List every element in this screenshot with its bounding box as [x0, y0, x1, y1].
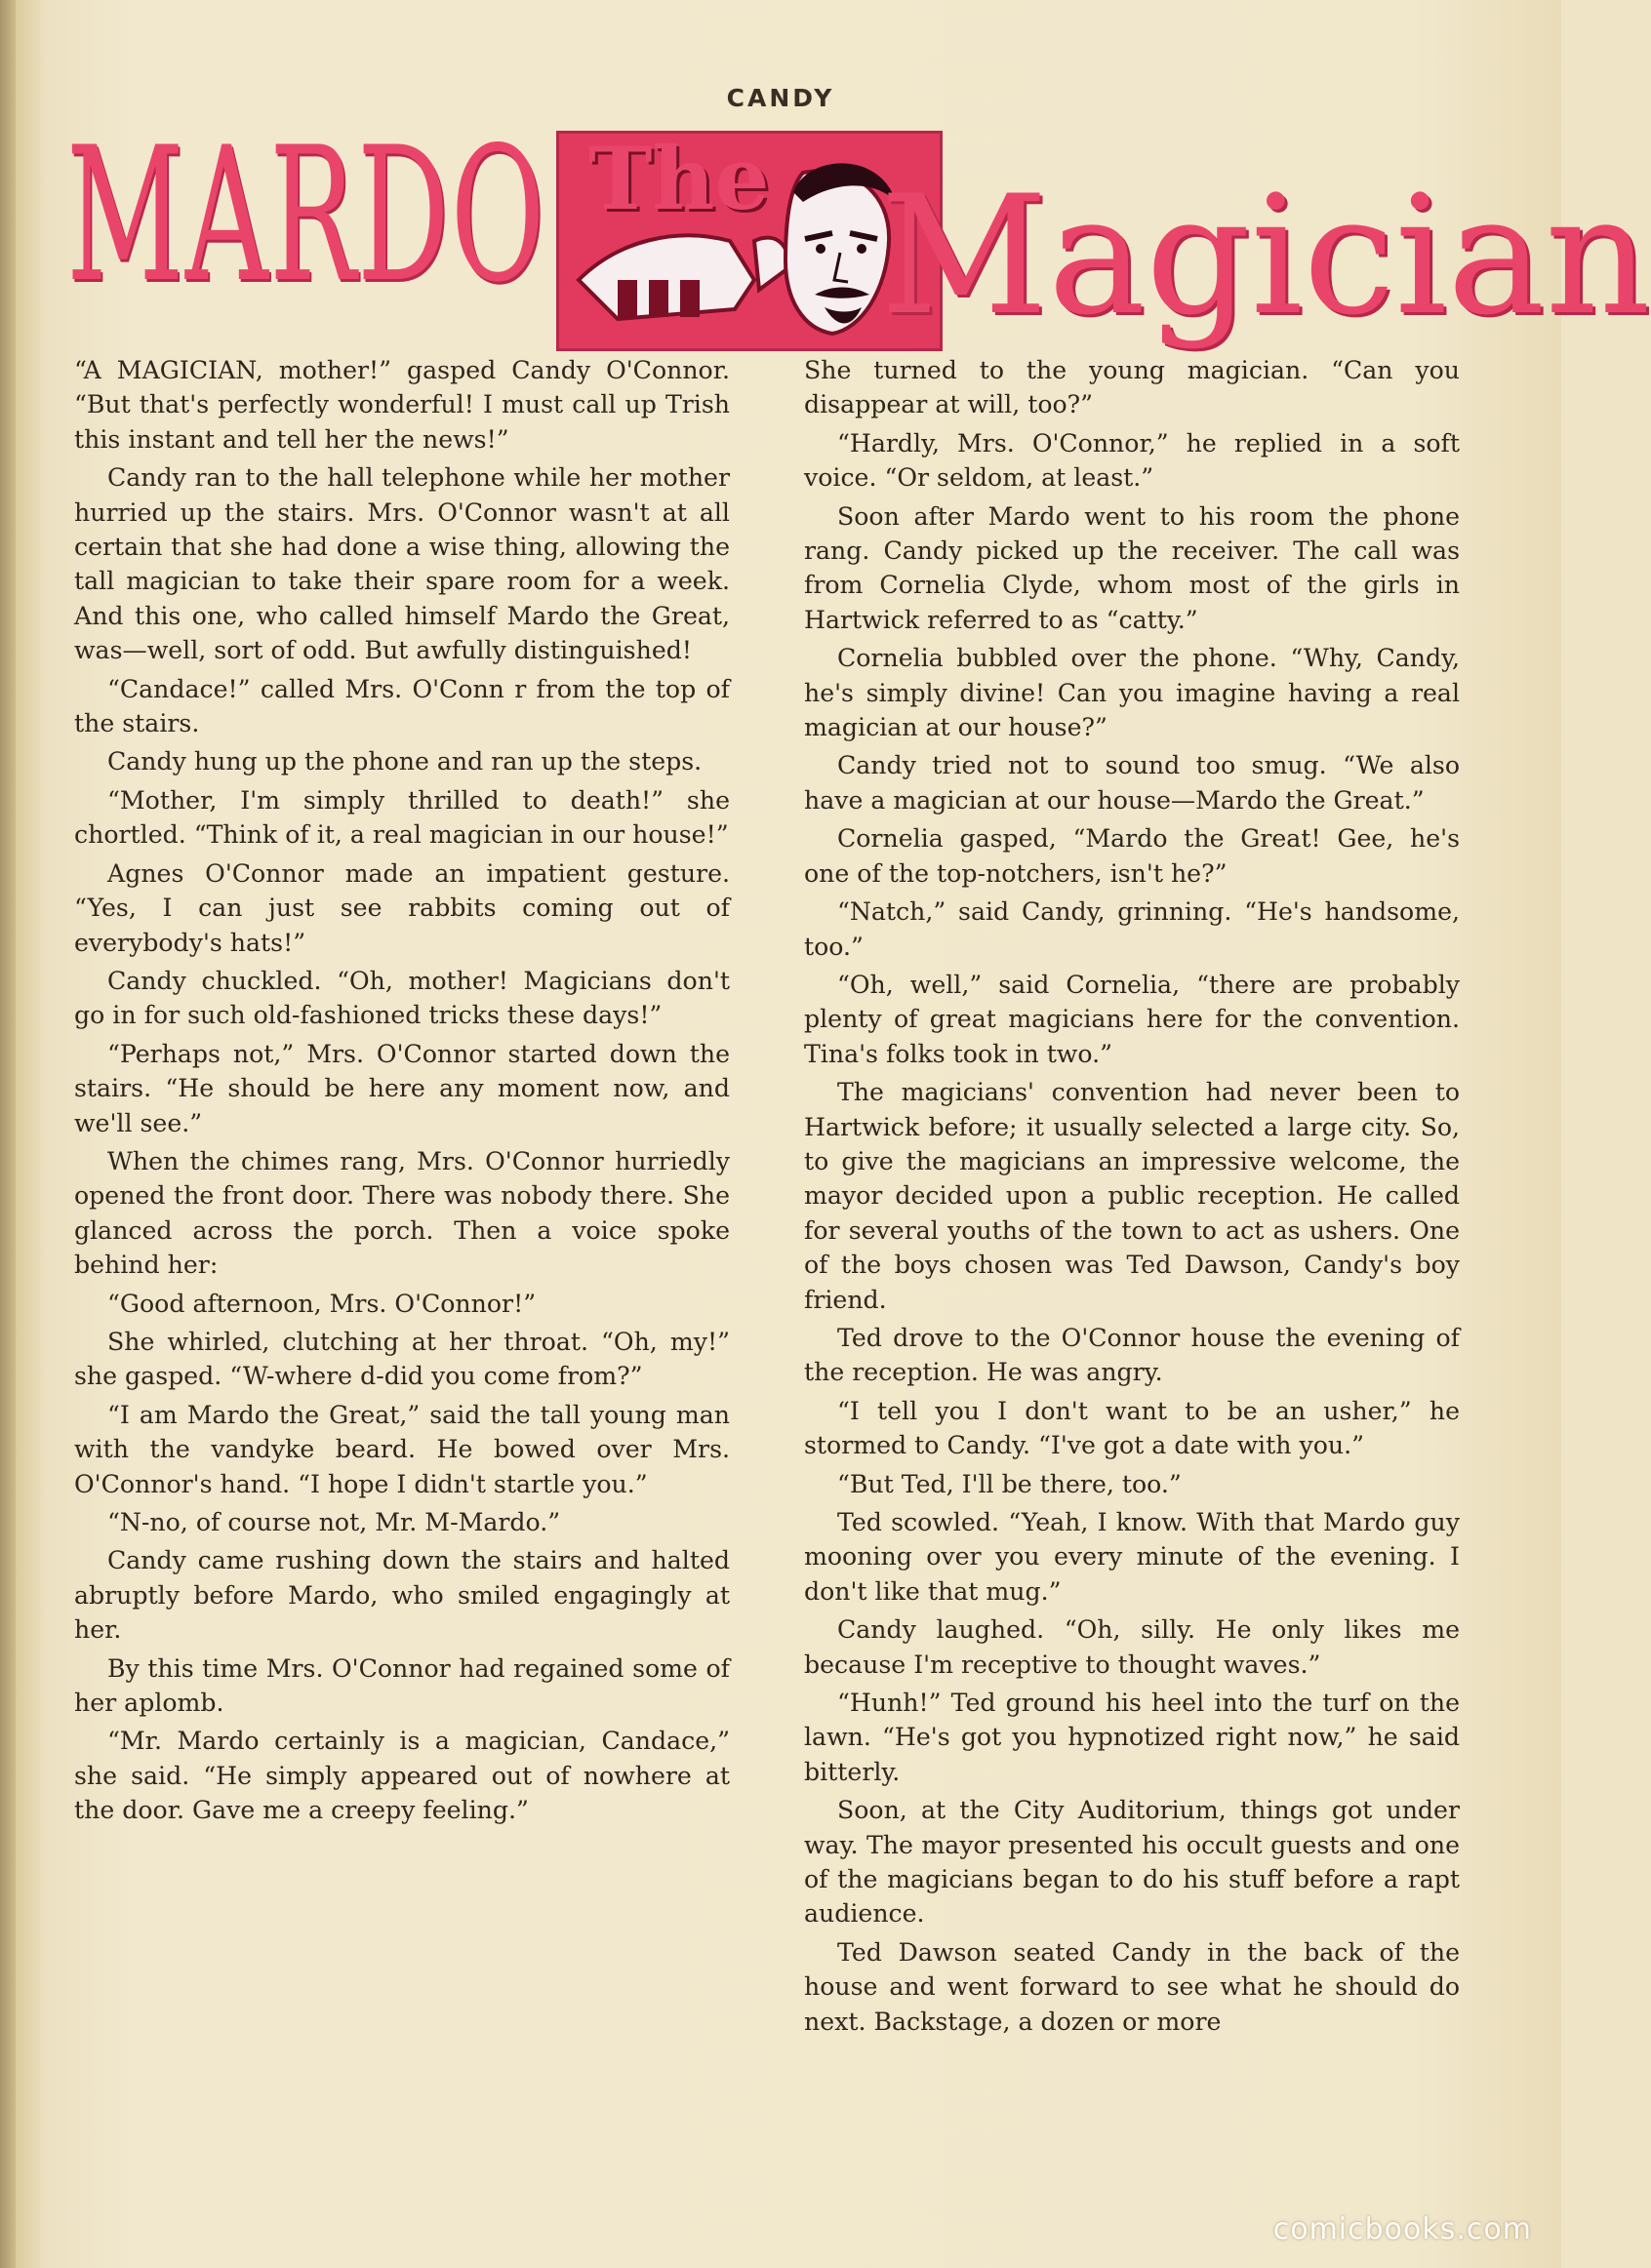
paragraph: Candy came rushing down the stairs and halted abruptly before Mardo, who smiled engagingly at her.	[74, 1546, 730, 1645]
paragraph: Candy laughed. “Oh, silly. He only likes me because I'm receptive to thought waves.”	[804, 1615, 1460, 1679]
paragraph: Soon, at the City Auditorium, things got under way. The mayor presented his occult guests and one of the magicians began to do his stuff before a rapt audience.	[804, 1796, 1460, 1929]
paragraph: “Mr. Mardo certainly is a magician, Candace,” she said. “He simply appeared out of nowhere at the door. Gave me a creepy feeling.”	[74, 1727, 730, 1825]
paragraph: “I am Mardo the Great,” said the tall young man with the vandyke beard. He bowed over Mrs. O'Connor's hand. “I hope I didn't startle you.”	[74, 1400, 730, 1498]
text-column-right	[804, 353, 1460, 2043]
paragraph: “Mother, I'm simply thrilled to death!” she chortled. “Think of it, a real magician in our house!”	[74, 785, 730, 850]
paragraph: Ted drove to the O'Connor house the evening of the reception. He was angry.	[804, 1323, 1460, 1387]
paragraph: Candy chuckled. “Oh, mother! Magicians don't go in for such old-fashioned tricks these days!”	[74, 966, 730, 1030]
paragraph: “N-no, of course not, Mr. M-Mardo.”	[107, 1508, 561, 1536]
paragraph: Ted scowled. “Yeah, I know. With that Mardo guy mooning over you every minute of the evening. I don't like that mug.”	[804, 1508, 1460, 1606]
paragraph: Candy tried not to sound too smug. “We also have a magician at our house—Mardo the Great.”	[804, 751, 1460, 815]
story-title	[59, 107, 1651, 353]
paragraph: “A MAGICIAN, mother!” gasped Candy O'Connor. “But that's perfectly wonderful! I must call up Trish this instant and tell her the news!”	[74, 356, 730, 454]
site-watermark: comicbooks.com	[1272, 2212, 1532, 2247]
paragraph: Candy hung up the phone and ran up the steps.	[107, 747, 703, 776]
paragraph: Cornelia gasped, “Mardo the Great! Gee, he's one of the top-notchers, isn't he?”	[804, 824, 1460, 888]
paragraph: “Oh, well,” said Cornelia, “there are probably plenty of great magicians here for the convention. Tina's folks took in two.”	[804, 970, 1460, 1068]
paragraph: “Hunh!” Ted ground his heel into the turf on the lawn. “He's got you hypnotized right now,” he said bitterly.	[804, 1689, 1460, 1786]
title-word-the: The	[588, 128, 770, 229]
paragraph: Ted Dawson seated Candy in the back of the house and went forward to see what he should do next. Backstage, a dozen or more	[804, 1937, 1460, 2036]
running-header: CANDY	[726, 84, 835, 112]
paragraph: When the chimes rang, Mrs. O'Connor hurriedly opened the front door. There was nobody there. She glanced across the porch. Then a voice spoke behind her:	[74, 1146, 730, 1280]
paragraph: Soon after Mardo went to his room the phone rang. Candy picked up the receiver. The call was from Cornelia Clyde, whom most of the girls in Hartwick referred to as “catty.”	[804, 501, 1460, 634]
paragraph: Candy ran to the hall telephone while her mother hurried up the stairs. Mrs. O'Connor wasn't at all certain that she had done a wise thing, allowing the tall magician to take their spare room for a week. And this one, who called himself Mardo the Great, was—well, sort of odd. But awfully distinguished!	[74, 463, 730, 665]
paragraph: “I tell you I don't want to be an usher,” he stormed to Candy. “I've got a date with you.”	[804, 1396, 1460, 1460]
paragraph: By this time Mrs. O'Connor had regained some of her aplomb.	[74, 1653, 730, 1718]
paragraph: She whirled, clutching at her throat. “Oh, my!” she gasped. “W-where d-did you come from?”	[74, 1327, 730, 1391]
paragraph: “But Ted, I'll be there, too.”	[837, 1469, 1182, 1498]
paragraph: “Perhaps not,” Mrs. O'Connor started down the stairs. “He should be here any moment now, and we'll see.”	[74, 1039, 730, 1137]
paragraph: “Candace!” called Mrs. O'Conn r from the top of the stairs.	[74, 674, 730, 738]
title-word-magician: Magician	[880, 160, 1651, 351]
paragraph: The magicians' convention had never been to Hartwick before; it usually selected a large city. So, to give the magicians an impressive welcome, the mayor decided upon a public reception. He called for several youths of the town to act as ushers. One of the boys chosen was Ted Dawson, Candy's boy friend.	[804, 1078, 1460, 1314]
paragraph: “Good afternoon, Mrs. O'Connor!”	[107, 1289, 537, 1318]
paragraph: “Hardly, Mrs. O'Connor,” he replied in a soft voice. “Or seldom, at least.”	[804, 428, 1460, 493]
paragraph: She turned to the young magician. “Can you disappear at will, too?”	[804, 356, 1460, 419]
paragraph: Agnes O'Connor made an impatient gesture. “Yes, I can just see rabbits coming out of everybody's hats!”	[74, 858, 730, 957]
paragraph: Cornelia bubbled over the phone. “Why, Candy, he's simply divine! Can you imagine having a real magician at our house?”	[804, 644, 1460, 742]
title-word-mardo: MARDO	[66, 107, 546, 323]
paragraph: “Natch,” said Candy, grinning. “He's handsome, too.”	[804, 897, 1460, 961]
text-column-left	[74, 353, 730, 1832]
page-binding-edge	[0, 0, 16, 2268]
